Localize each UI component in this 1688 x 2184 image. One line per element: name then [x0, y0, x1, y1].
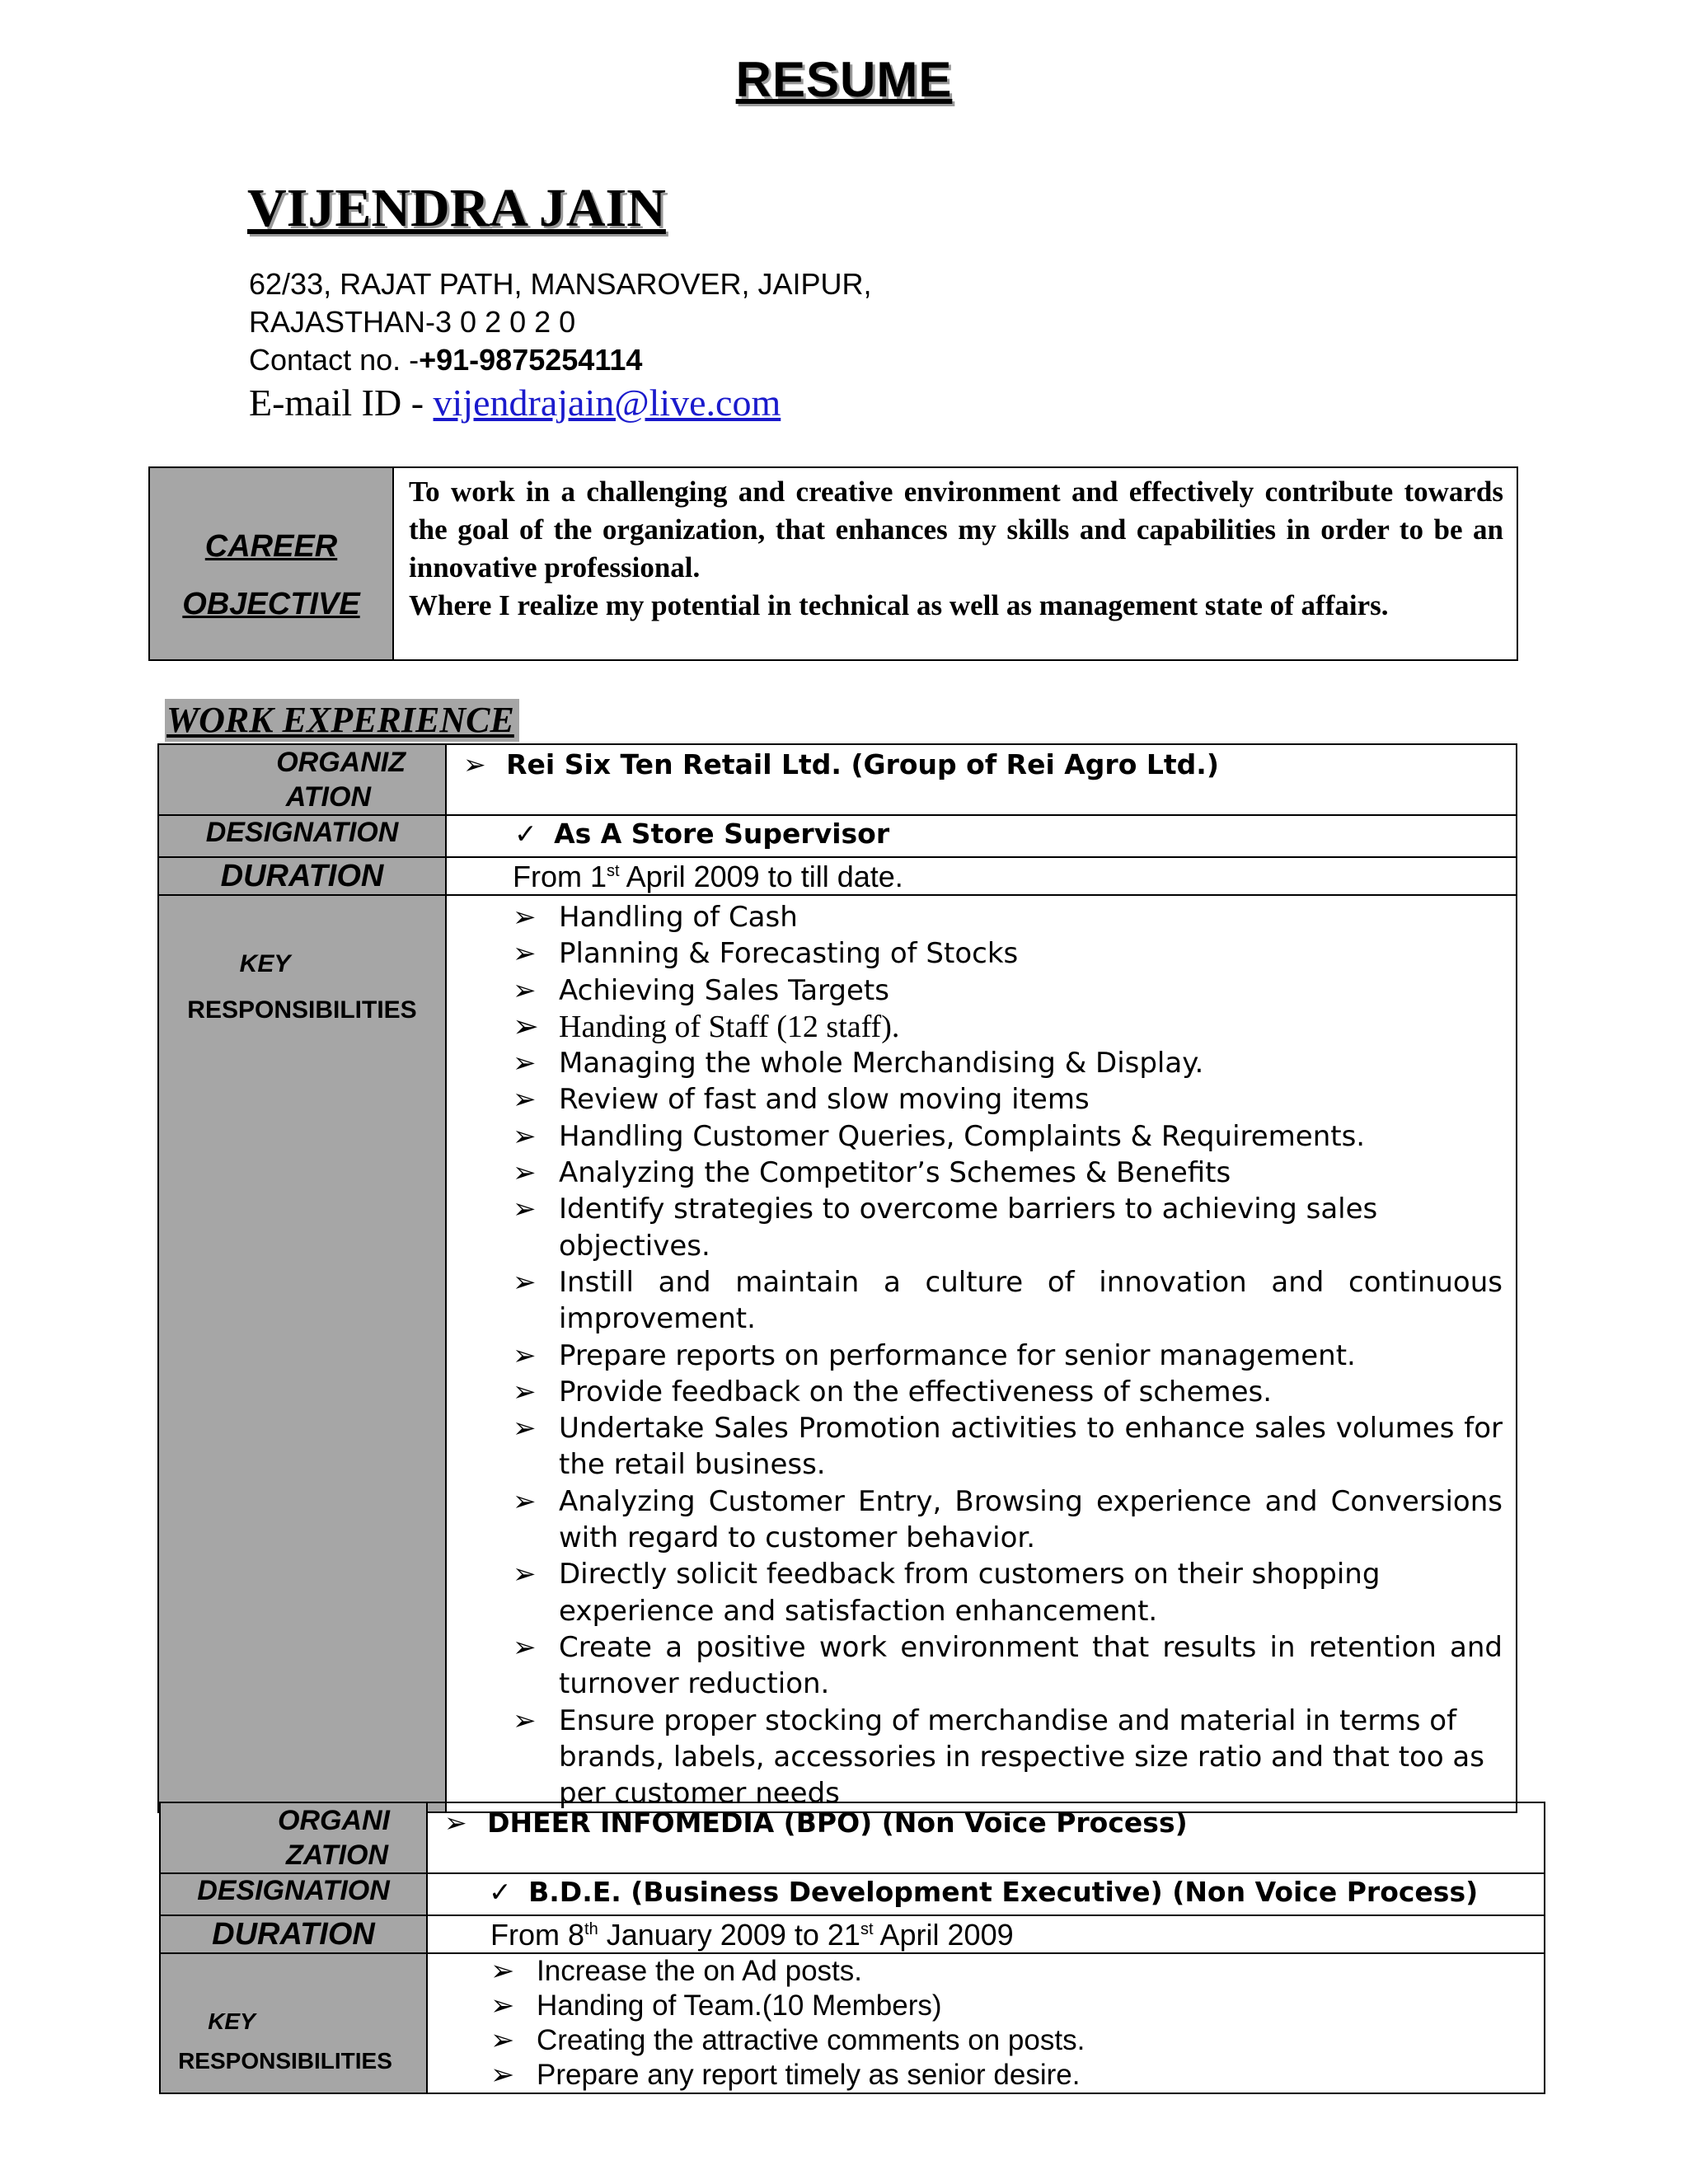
key-label: KEY	[208, 2008, 256, 2034]
responsibility-text: Review of fast and slow moving items	[559, 1083, 1090, 1117]
responsibility-text: Ensure proper stocking of merchandise and material in terms of brands, labels, accessories in respective size ratio and that too as per customer needs	[559, 1704, 1484, 1811]
duration-start: From 1	[513, 860, 607, 893]
responsibility-text: Prepare reports on performance for senior management.	[559, 1338, 1356, 1372]
address-line-1: 62/33, RAJAT PATH, MANSAROVER, JAIPUR,	[249, 267, 872, 301]
arrowhead-bullet-icon: ➢	[513, 1338, 537, 1372]
job-1-responsibilities-cell	[446, 895, 1517, 1812]
responsibility-item	[513, 1483, 1503, 1557]
job-2-designation-label: DESIGNATION	[160, 1873, 427, 1915]
responsibility-item	[513, 1155, 1503, 1191]
arrowhead-bullet-icon: ➢	[490, 2059, 515, 2091]
arrowhead-bullet-icon: ➢	[513, 1047, 537, 1080]
arrowhead-bullet-icon: ➢	[513, 901, 537, 934]
job-2-table	[159, 1802, 1545, 2094]
responsibility-text: Achieving Sales Targets	[559, 973, 889, 1007]
arrowhead-bullet-icon: ➢	[513, 1009, 539, 1044]
objective-paragraph-2: Where I realize my potential in technical as well as management state of affairs.	[409, 589, 1389, 621]
responsibility-item	[513, 1556, 1503, 1629]
job-1-table	[157, 743, 1517, 1813]
responsibility-text: Prepare any report timely as senior desire.	[537, 2059, 1081, 2091]
career-label-line-2: OBJECTIVE	[182, 587, 360, 621]
candidate-name: VIJENDRA JAIN	[247, 178, 666, 238]
contact-number: +91-9875254114	[419, 343, 643, 377]
responsibility-text: Handling of Cash	[559, 901, 798, 934]
arrowhead-bullet-icon: ➢	[513, 1375, 537, 1408]
org-label-line-2: ZATION	[285, 1840, 388, 1871]
arrowhead-bullet-icon: ➢	[513, 1558, 537, 1591]
job-2-duration-label: DURATION	[160, 1915, 427, 1953]
responsibility-item	[513, 1081, 1503, 1118]
responsibility-item	[513, 935, 1503, 972]
responsibility-item	[513, 1264, 1503, 1338]
arrowhead-bullet-icon: ➢	[513, 1083, 537, 1117]
job-1-designation-label: DESIGNATION	[158, 815, 446, 857]
arrowhead-bullet-icon: ➢	[513, 937, 537, 971]
responsibilities-label: RESPONSIBILITIES	[178, 2048, 392, 2074]
org-label-line-1: ORGANI	[278, 1805, 390, 1836]
job-2-duration	[427, 1915, 1545, 1953]
job-1-designation: As A Store Supervisor	[554, 818, 890, 850]
arrowhead-bullet-icon: ➢	[513, 1704, 537, 1737]
job-1-duration	[446, 857, 1517, 895]
job-1-responsibilities-list	[513, 899, 1503, 1811]
responsibility-text: Identify strategies to overcome barriers to achieving sales objectives.	[559, 1193, 1378, 1263]
responsibility-text: Handing of Team.(10 Members)	[537, 1990, 942, 2022]
responsibilities-label: RESPONSIBILITIES	[187, 996, 417, 1024]
arrowhead-bullet-icon: ➢	[513, 1265, 537, 1299]
duration-ordinal: st	[607, 862, 620, 880]
career-objective-text	[393, 467, 1517, 660]
responsibility-text: Increase the on Ad posts.	[537, 1955, 862, 1987]
resume-heading: RESUME	[735, 52, 953, 107]
job-2-designation-cell	[427, 1873, 1545, 1915]
arrowhead-bullet-icon: ➢	[463, 748, 486, 780]
org-label-line-2: ATION	[285, 781, 371, 813]
responsibility-item	[513, 1009, 1503, 1045]
responsibility-item	[513, 1338, 1503, 1374]
job-2-responsibilities-label	[160, 1953, 427, 2093]
email-link[interactable]: vijendrajain@live.com	[433, 382, 781, 424]
arrowhead-bullet-icon: ➢	[513, 973, 537, 1007]
responsibility-text: Create a positive work environment that results in retention and turnover reduction.	[559, 1630, 1503, 1701]
job-1-organization-cell	[446, 744, 1517, 815]
responsibility-item	[513, 1118, 1503, 1155]
duration-start: From 8	[490, 1918, 585, 1952]
arrowhead-bullet-icon: ➢	[444, 1807, 467, 1839]
responsibility-item	[513, 1629, 1503, 1703]
responsibility-text: Directly solicit feedback from customers on their shopping experience and satisfaction enhancement.	[559, 1558, 1381, 1628]
responsibility-item	[490, 1954, 1531, 1989]
duration-ordinal-2: st	[860, 1920, 874, 1938]
email-label: E-mail ID -	[249, 382, 434, 424]
email-line	[249, 381, 781, 424]
responsibility-item	[490, 2023, 1531, 2058]
job-2-organization-cell	[427, 1802, 1545, 1873]
responsibility-item	[513, 899, 1503, 935]
responsibility-item	[513, 1410, 1503, 1483]
job-2-responsibilities-list	[490, 1954, 1531, 2093]
job-1-duration-label: DURATION	[158, 857, 446, 895]
arrowhead-bullet-icon: ➢	[513, 1119, 537, 1153]
responsibility-item	[490, 1989, 1531, 2023]
key-label: KEY	[239, 950, 291, 977]
responsibility-text: Instill and maintain a culture of innovation and continuous improvement.	[559, 1265, 1503, 1336]
responsibility-text: Handing of Staff (12 staff).	[559, 1009, 900, 1044]
duration-end: April 2009 to till date.	[619, 860, 903, 893]
responsibility-item	[513, 1374, 1503, 1410]
arrowhead-bullet-icon: ➢	[513, 1412, 537, 1446]
objective-paragraph-1: To work in a challenging and creative environment and effectively contribute towards the goal of the organization, that enhances my skills and capabilities in order to be an innovative professional.	[409, 476, 1503, 583]
duration-end: April 2009	[873, 1918, 1014, 1952]
job-2-responsibilities-cell	[427, 1953, 1545, 2093]
org-label-line-1: ORGANIZ	[276, 747, 406, 778]
address-line-2: RAJASTHAN-3 0 2 0 2 0	[249, 305, 576, 339]
arrowhead-bullet-icon: ➢	[513, 1484, 537, 1518]
responsibility-text: Undertake Sales Promotion activities to enhance sales volumes for the retail business.	[559, 1412, 1503, 1482]
responsibility-text: Analyzing the Competitor’s Schemes & Benefits	[559, 1156, 1231, 1190]
responsibility-text: Planning & Forecasting of Stocks	[559, 937, 1019, 971]
contact-label: Contact no. -	[249, 343, 420, 377]
responsibility-text: Managing the whole Merchandising & Display.	[559, 1047, 1204, 1080]
arrowhead-bullet-icon: ➢	[513, 1193, 537, 1226]
duration-middle: January 2009 to 21	[598, 1918, 860, 1952]
responsibility-item	[513, 1191, 1503, 1264]
checkmark-icon: ✓	[514, 818, 537, 850]
job-2-organization: DHEER INFOMEDIA (BPO) (Non Voice Process)	[487, 1807, 1188, 1839]
responsibility-item	[513, 1045, 1503, 1081]
arrowhead-bullet-icon: ➢	[513, 1156, 537, 1190]
job-1-responsibilities-label	[158, 895, 446, 1812]
arrowhead-bullet-icon: ➢	[490, 2024, 515, 2056]
arrowhead-bullet-icon: ➢	[490, 1990, 515, 2022]
checkmark-icon: ✓	[489, 1876, 512, 1908]
job-1-designation-cell	[446, 815, 1517, 857]
career-objective-table	[148, 466, 1518, 661]
work-experience-heading: WORK EXPERIENCE	[165, 699, 519, 742]
duration-ordinal-1: th	[584, 1920, 598, 1938]
job-1-organization-label	[158, 744, 446, 815]
contact-line	[249, 341, 642, 379]
responsibility-text: Analyzing Customer Entry, Browsing experience and Conversions with regard to customer behavior.	[559, 1484, 1503, 1555]
responsibility-item	[513, 1703, 1503, 1812]
responsibility-item	[513, 972, 1503, 1009]
arrowhead-bullet-icon: ➢	[490, 1955, 515, 1987]
responsibility-item	[490, 2058, 1531, 2093]
job-1-organization: Rei Six Ten Retail Ltd. (Group of Rei Agro Ltd.)	[506, 748, 1219, 780]
responsibility-text: Handling Customer Queries, Complaints & Requirements.	[559, 1119, 1366, 1153]
career-label-line-1: CAREER	[204, 529, 338, 564]
responsibility-text: Provide feedback on the effectiveness of schemes.	[559, 1375, 1273, 1408]
job-2-designation: B.D.E. (Business Development Executive) (Non Voice Process)	[528, 1876, 1479, 1908]
career-objective-label	[149, 467, 393, 660]
job-2-organization-label	[160, 1802, 427, 1873]
responsibility-text: Creating the attractive comments on posts.	[537, 2024, 1085, 2056]
arrowhead-bullet-icon: ➢	[513, 1630, 537, 1664]
